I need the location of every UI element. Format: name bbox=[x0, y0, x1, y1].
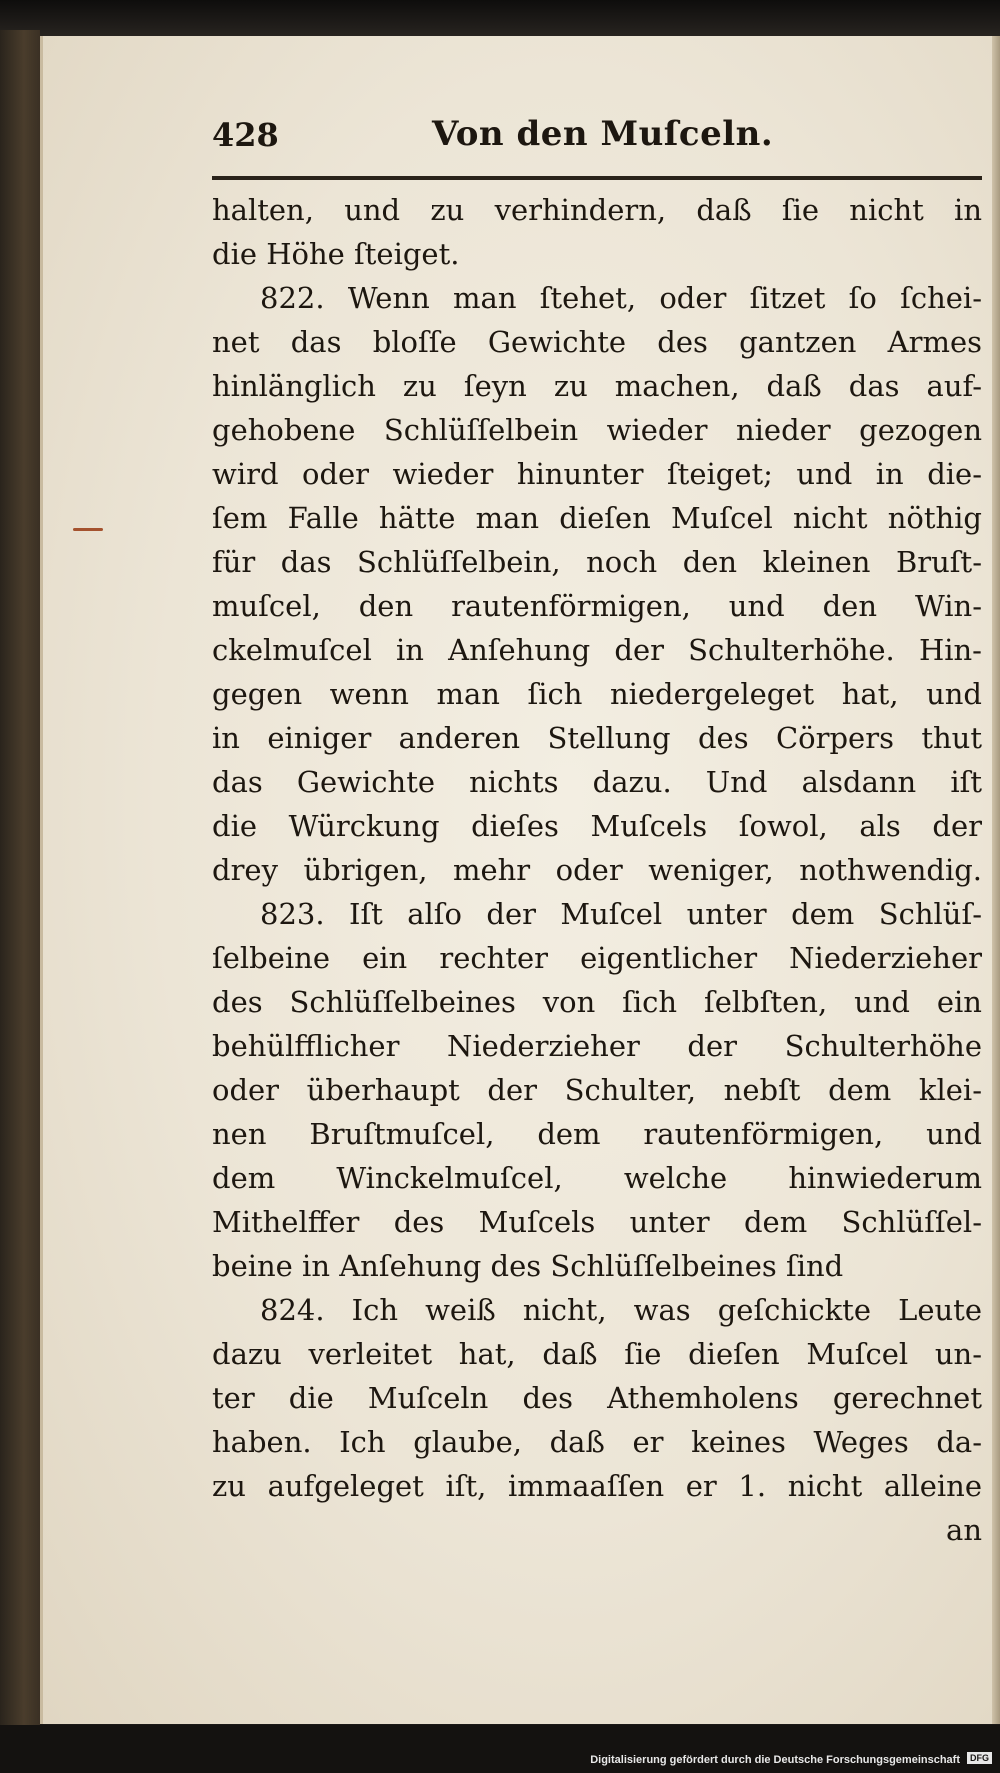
text-line: oder überhaupt der Schulter, nebſt dem klei- bbox=[212, 1073, 982, 1107]
text-line: ckelmuſcel in Anſehung der Schulterhöhe. Hin- bbox=[212, 633, 982, 667]
text-line: in einiger anderen Stellung des Cörpers thut bbox=[212, 721, 982, 755]
text-line: behülfflicher Niederzieher der Schulterhöhe bbox=[212, 1029, 982, 1063]
scan-top-edge bbox=[0, 0, 1000, 40]
digitization-credit: Digitalisierung gefördert durch die Deutsche Forschungsgemeinschaft bbox=[590, 1754, 960, 1766]
text-line: die Höhe ſteiget. bbox=[212, 237, 460, 271]
text-line: muſcel, den rautenförmigen, und den Win- bbox=[212, 589, 982, 623]
text-line: dem Winckelmuſcel, welche hinwiederum bbox=[212, 1161, 982, 1195]
dfg-logo: DFG bbox=[967, 1752, 992, 1764]
catchword: an bbox=[946, 1513, 982, 1547]
body-text bbox=[212, 188, 982, 1552]
text-line: ter die Muſceln des Athemholens gerechnet bbox=[212, 1381, 982, 1415]
book-spine bbox=[0, 30, 40, 1730]
margin-mark bbox=[73, 528, 103, 531]
text-line: zu aufgeleget iſt, immaaſſen er 1. nicht alleine bbox=[212, 1469, 982, 1503]
text-line: für das Schlüſſelbein, noch den kleinen Bruſt- bbox=[212, 545, 982, 579]
text-line: gehobene Schlüſſelbein wieder nieder gezogen bbox=[212, 413, 982, 447]
text-line: des Schlüſſelbeines von ſich ſelbſten, und ein bbox=[212, 985, 982, 1019]
text-line: haben. Ich glaube, daß er keines Weges da- bbox=[212, 1425, 982, 1459]
text-line: gegen wenn man ſich niedergeleget hat, und bbox=[212, 677, 982, 711]
text-line: halten, und zu verhindern, daß ſie nicht in bbox=[212, 193, 982, 227]
text-line: das Gewichte nichts dazu. Und alsdann iſt bbox=[212, 765, 982, 799]
page-number: 428 bbox=[212, 116, 279, 154]
text-line: beine in Anſehung des Schlüſſelbeines ſind bbox=[212, 1249, 844, 1283]
text-line: dazu verleitet hat, daß ſie dieſen Muſcel un- bbox=[212, 1337, 982, 1371]
paragraph-822-start: 822. Wenn man ſtehet, oder ſitzet ſo ſchei- bbox=[260, 281, 982, 315]
paragraph-824-start: 824. Ich weiß nicht, was geſchickte Leute bbox=[260, 1293, 982, 1327]
text-line: ſem Falle hätte man dieſen Muſcel nicht nöthig bbox=[212, 501, 982, 535]
text-line: ſelbeine ein rechter eigentlicher Niederzieher bbox=[212, 941, 982, 975]
text-line: net das bloſſe Gewichte des gantzen Armes bbox=[212, 325, 982, 359]
paragraph-823-start: 823. Iſt alſo der Muſcel unter dem Schlüſ- bbox=[260, 897, 982, 931]
text-line: Mithelffer des Muſcels unter dem Schlüſſel- bbox=[212, 1205, 982, 1239]
running-head: Von den Muſceln. bbox=[432, 114, 774, 154]
text-line: nen Bruſtmuſcel, dem rautenförmigen, und bbox=[212, 1117, 982, 1151]
text-line: die Würckung dieſes Muſcels ſowol, als der bbox=[212, 809, 982, 843]
text-line: drey übrigen, mehr oder weniger, nothwendig. bbox=[212, 853, 982, 887]
text-line: wird oder wieder hinunter ſteiget; und in die- bbox=[212, 457, 982, 491]
header-rule bbox=[212, 176, 982, 180]
page-header bbox=[212, 116, 982, 162]
page-fore-edge bbox=[992, 36, 1000, 1724]
text-line: hinlänglich zu ſeyn zu machen, daß das auf- bbox=[212, 369, 982, 403]
